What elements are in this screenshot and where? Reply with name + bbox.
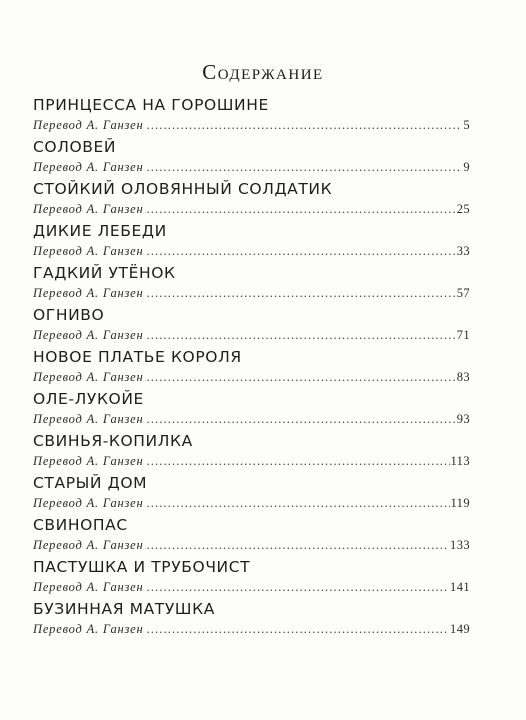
toc-entry <box>0 473 526 515</box>
toc-entry-title: ПРИНЦЕССА НА ГОРОШИНЕ <box>33 96 269 114</box>
page-title: Содержание <box>202 60 324 84</box>
toc-entry-title: ГАДКИЙ УТЁНОК <box>33 264 176 282</box>
toc-entry <box>0 305 526 347</box>
toc-entry-translator: Перевод А. Ганзен <box>33 286 144 300</box>
dot-leader <box>147 284 456 302</box>
dot-leader <box>147 116 463 134</box>
dot-leader <box>147 368 456 386</box>
toc-entry-translator: Перевод А. Ганзен <box>33 496 144 510</box>
toc-entry-title: СТАРЫЙ ДОМ <box>33 474 148 492</box>
toc-entry-title: ПАСТУШКА И ТРУБОЧИСТ <box>33 558 251 576</box>
toc-entry-line <box>33 494 470 512</box>
toc-entry <box>0 347 526 389</box>
toc-entry-translator: Перевод А. Ганзен <box>33 622 144 636</box>
toc-entry-line <box>33 536 470 554</box>
toc-entry-page-number: 5 <box>463 118 470 132</box>
toc-entry-line <box>33 578 470 596</box>
toc-entry-page-number: 9 <box>463 160 470 174</box>
toc-entry-page-number: 33 <box>456 244 470 258</box>
toc-entry-line <box>33 452 470 470</box>
toc-entry-page-number: 113 <box>450 454 470 468</box>
dot-leader <box>147 536 450 554</box>
toc-entry-page-number: 149 <box>450 622 470 636</box>
toc-entry-title: ДИКИЕ ЛЕБЕДИ <box>33 222 167 240</box>
toc-entry-title: СВИНЬЯ-КОПИЛКА <box>33 432 193 450</box>
toc-entry <box>0 263 526 305</box>
dot-leader <box>147 410 456 428</box>
dot-leader <box>147 326 456 344</box>
toc-entry-line <box>33 326 470 344</box>
toc-entry <box>0 179 526 221</box>
toc-entry-line <box>33 620 470 638</box>
toc-entry-line <box>33 368 470 386</box>
toc-entry-title: ОЛЕ-ЛУКОЙЕ <box>33 390 144 408</box>
toc-entry-translator: Перевод А. Ганзен <box>33 118 144 132</box>
toc-entry-title: ОГНИВО <box>33 306 105 324</box>
dot-leader <box>147 494 450 512</box>
toc-entry-translator: Перевод А. Ганзен <box>33 370 144 384</box>
toc-entry <box>0 599 526 641</box>
toc-entry-translator: Перевод А. Ганзен <box>33 412 144 426</box>
toc-entry <box>0 431 526 473</box>
toc-entry-page-number: 133 <box>450 538 470 552</box>
toc-entry-page-number: 141 <box>450 580 470 594</box>
toc-entry-title: НОВОЕ ПЛАТЬЕ КОРОЛЯ <box>33 348 242 366</box>
toc-entry-translator: Перевод А. Ганзен <box>33 454 144 468</box>
toc-entry-translator: Перевод А. Ганзен <box>33 580 144 594</box>
toc-entry <box>0 389 526 431</box>
toc-entry-translator: Перевод А. Ганзен <box>33 202 144 216</box>
toc-entry <box>0 95 526 137</box>
toc-entry-line <box>33 158 470 176</box>
toc-entry <box>0 557 526 599</box>
dot-leader <box>147 242 456 260</box>
dot-leader <box>147 620 450 638</box>
toc-entry-line <box>33 116 470 134</box>
toc-entry-title: СТОЙКИЙ ОЛОВЯННЫЙ СОЛДАТИК <box>33 180 333 198</box>
toc-entry-line <box>33 200 470 218</box>
toc-entry-page-number: 83 <box>456 370 470 384</box>
toc-entry <box>0 137 526 179</box>
toc-entry-page-number: 57 <box>456 286 470 300</box>
toc-entry-title: БУЗИННАЯ МАТУШКА <box>33 600 215 618</box>
dot-leader <box>147 200 456 218</box>
toc-entry-title: СВИНОПАС <box>33 516 128 534</box>
toc-entry-line <box>33 242 470 260</box>
toc-entry <box>0 515 526 557</box>
toc-entry-translator: Перевод А. Ганзен <box>33 160 144 174</box>
toc-entry-page-number: 25 <box>456 202 470 216</box>
toc-entry-page-number: 119 <box>450 496 470 510</box>
dot-leader <box>147 578 450 596</box>
dot-leader <box>147 158 463 176</box>
dot-leader <box>147 452 450 470</box>
toc-entry <box>0 221 526 263</box>
toc-entry-translator: Перевод А. Ганзен <box>33 538 144 552</box>
toc-entry-title: СОЛОВЕЙ <box>33 138 117 156</box>
toc-entry-page-number: 71 <box>456 328 470 342</box>
toc-entry-page-number: 93 <box>456 412 470 426</box>
toc-entry-translator: Перевод А. Ганзен <box>33 328 144 342</box>
toc-entry-translator: Перевод А. Ганзен <box>33 244 144 258</box>
toc-entry-line <box>33 410 470 428</box>
toc-entry-line <box>33 284 470 302</box>
